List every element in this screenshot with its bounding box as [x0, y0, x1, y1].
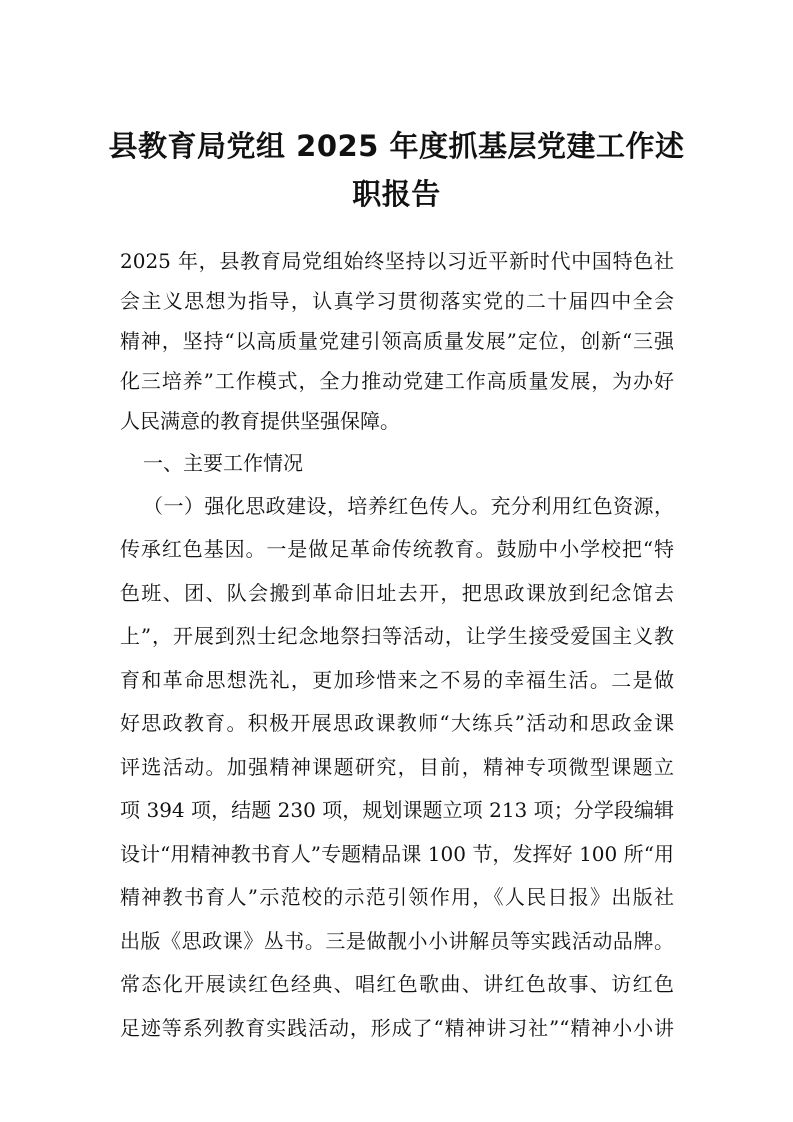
- section-paragraph-line: （一）强化思政建设，培养红色传人。充分利用红色资源，: [143, 494, 674, 518]
- section-paragraph-line: 项 394 项，结题 230 项，规划课题立项 213 项；分学段编辑: [120, 798, 674, 822]
- intro-paragraph-line: 精神，坚持“以高质量党建引领高质量发展”定位，创新“三强: [120, 329, 674, 353]
- section-paragraph-line: 常态化开展读红色经典、唱红色歌曲、讲红色故事、访红色: [120, 972, 674, 996]
- section-paragraph-line: 色班、团、队会搬到革命旧址去开，把思政课放到纪念馆去: [120, 581, 674, 605]
- section-paragraph-line: 设计“用精神教书育人”专题精品课 100 节，发挥好 100 所“用: [120, 842, 674, 866]
- intro-paragraph-line: 化三培养”工作模式，全力推动党建工作高质量发展，为办好: [120, 369, 674, 393]
- section-paragraph-line: 评选活动。加强精神课题研究，目前，精神专项微型课题立: [120, 755, 674, 779]
- section-paragraph-line: 精神教书育人”示范校的示范引领作用，《人民日报》出版社: [120, 885, 674, 909]
- section-paragraph-line: 好思政教育。积极开展思政课教师“大练兵”活动和思政金课: [120, 711, 674, 735]
- document-title-line-1: 县教育局党组 2025 年度抓基层党建工作述: [108, 129, 685, 163]
- intro-paragraph-line: 2025 年，县教育局党组始终坚持以习近平新时代中国特色社: [120, 249, 674, 273]
- section-paragraph-line: 足迹等系列教育实践活动，形成了“精神讲习社”“精神小小讲: [120, 1016, 674, 1040]
- intro-paragraph-line: 人民满意的教育提供坚强保障。: [120, 409, 400, 433]
- section-paragraph-line: 上”，开展到烈士纪念地祭扫等活动，让学生接受爱国主义教: [120, 624, 674, 648]
- intro-paragraph-line: 会主义思想为指导，认真学习贯彻落实党的二十届四中全会: [120, 289, 674, 313]
- section-paragraph-line: 育和革命思想洗礼，更加珍惜来之不易的幸福生活。二是做: [120, 668, 674, 692]
- document-title-line-2: 职报告: [352, 177, 441, 211]
- section-paragraph-line: 传承红色基因。一是做足革命传统教育。鼓励中小学校把“特: [120, 537, 674, 561]
- section-paragraph-line: 出版《思政课》丛书。三是做靓小小讲解员等实践活动品牌。: [120, 929, 674, 953]
- section-heading: 一、主要工作情况: [143, 451, 303, 475]
